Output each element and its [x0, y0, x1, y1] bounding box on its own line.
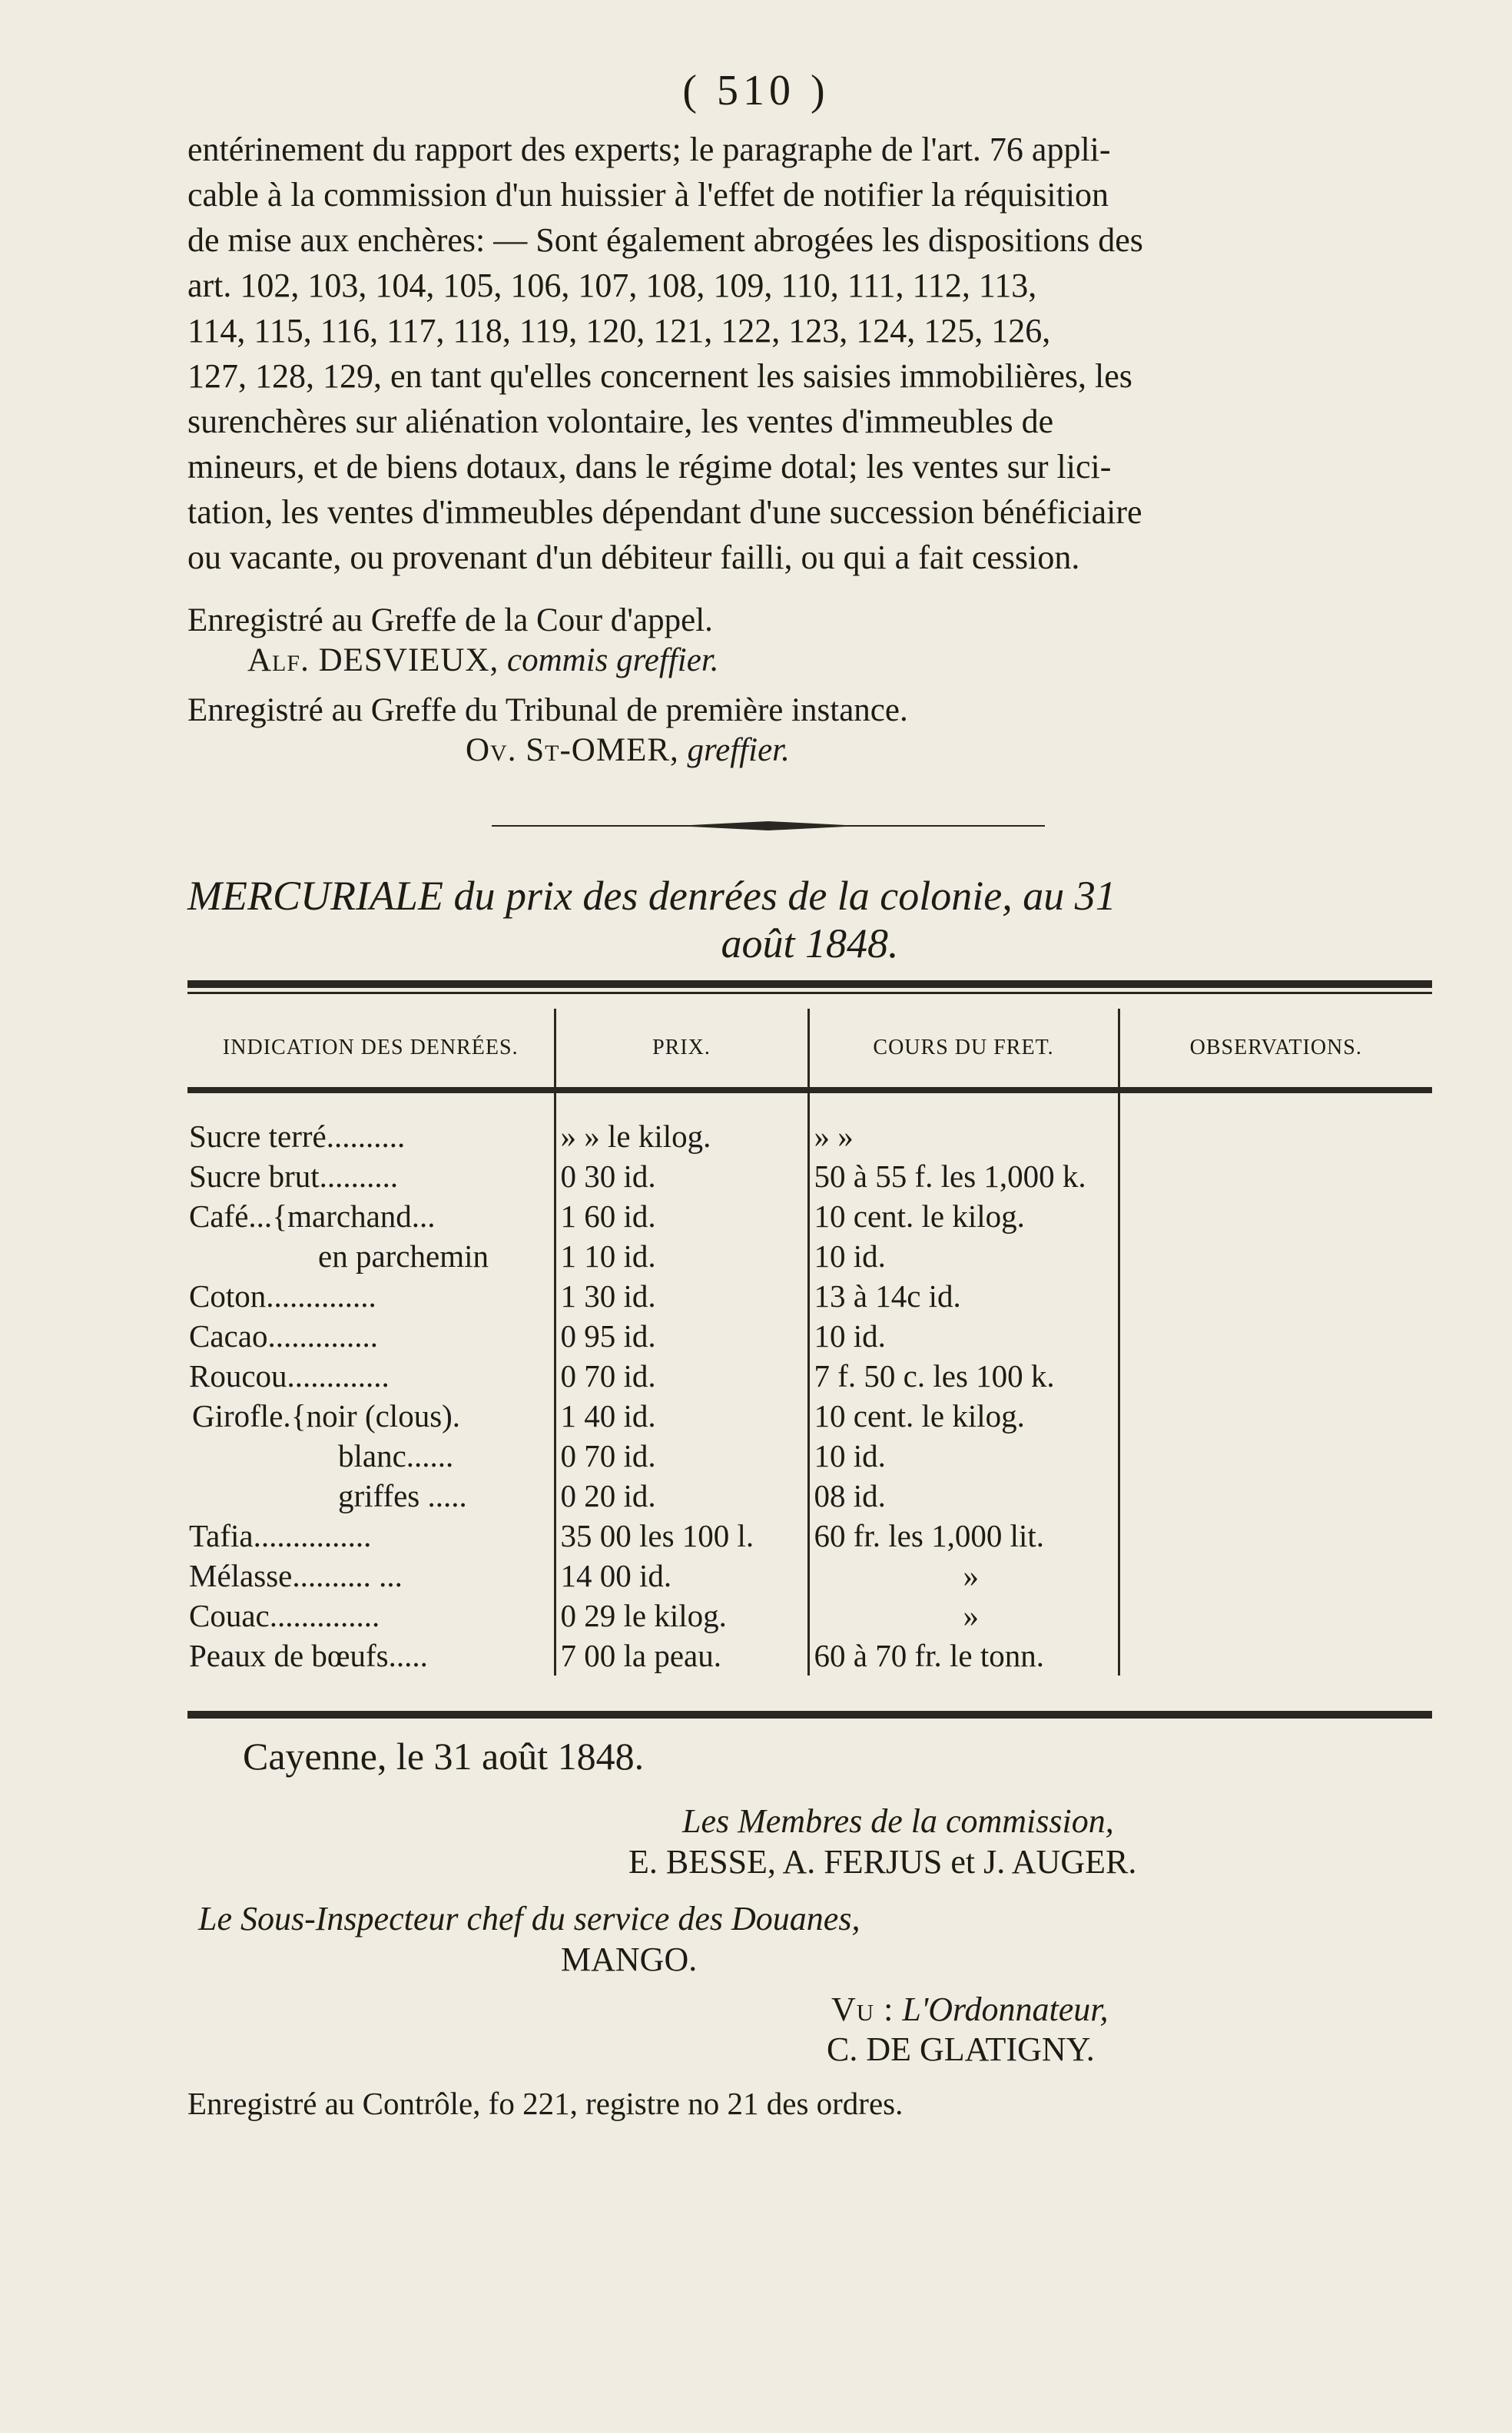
table-row: Girofle.{noir (clous). 1 40 id. 10 cent. le kilog.	[187, 1396, 1432, 1436]
table-row: Sucre brut.......... 0 30 id. 50 à 55 f. les 1,000 k.	[187, 1156, 1432, 1196]
controle-registration: Enregistré au Contrôle, fo 221, registre no 21 des ordres.	[187, 2086, 904, 2121]
registration-cour-appel: Enregistré au Greffe de la Cour d'appel.	[187, 602, 713, 638]
paragraph-line: 114, 115, 116, 117, 118, 119, 120, 121, 122, 123, 124, 125, 126,	[187, 312, 1051, 350]
table-bottom-rule	[187, 1711, 1432, 1719]
paragraph-line: cable à la commission d'un huissier à l'effet de notifier la réquisition	[187, 176, 1109, 214]
mercuriale-title	[187, 872, 1432, 967]
table-row: Café...{marchand... 1 60 id. 10 cent. le kilog.	[187, 1196, 1432, 1236]
paragraph-line: tation, les ventes d'immeubles dépendant d'une succession bénéficiaire	[187, 493, 1142, 531]
group-label: Café...	[189, 1198, 273, 1234]
douanes-label: Le Sous-Inspecteur chef du service des Douanes,	[198, 1900, 860, 1937]
vu-name: C. DE GLATIGNY.	[827, 2030, 1095, 2068]
table-top-thin-rule	[187, 992, 1432, 994]
table-top-rule	[187, 980, 1432, 988]
mercuriale-table	[187, 1009, 1432, 1676]
group-label: Girofle.	[192, 1398, 291, 1434]
table-row: Coton.............. 1 30 id. 13 à 14c id.	[187, 1276, 1432, 1316]
header-fret: COURS DU FRET.	[808, 1009, 1119, 1090]
header-prix: PRIX.	[555, 1009, 808, 1090]
table-row: griffes ..... 0 20 id. 08 id.	[187, 1476, 1432, 1516]
paragraph-line: art. 102, 103, 104, 105, 106, 107, 108, 109, 110, 111, 112, 113,	[187, 267, 1037, 304]
douanes-name: MANGO.	[561, 1941, 698, 1978]
legal-paragraph	[187, 127, 1432, 580]
table-row: en parchemin 1 10 id. 10 id.	[187, 1236, 1432, 1276]
registration-signature-2	[466, 731, 790, 770]
signatory-name: Ov. St-OMER,	[466, 732, 679, 768]
header-observations: OBSERVATIONS.	[1119, 1009, 1432, 1090]
place-date: Cayenne, le 31 août 1848.	[243, 1735, 645, 1778]
paragraph-line: 127, 128, 129, en tant qu'elles concernent les saisies immobilières, les	[187, 357, 1132, 395]
registration-signature-1	[247, 641, 719, 680]
table-row: Couac.............. 0 29 le kilog. »	[187, 1596, 1432, 1636]
table-header-row	[187, 1009, 1432, 1090]
header-denrees: INDICATION DES DENRÉES.	[187, 1009, 555, 1090]
paragraph-line: de mise aux enchères: — Sont également abrogées les dispositions des	[187, 221, 1143, 259]
registration-tribunal: Enregistré au Greffe du Tribunal de première instance.	[187, 692, 908, 728]
vu-label: Vu :	[831, 1990, 894, 2028]
table-row: blanc...... 0 70 id. 10 id.	[187, 1436, 1432, 1476]
table-row: Peaux de bœufs..... 7 00 la peau. 60 à 70 fr. le tonn.	[187, 1636, 1432, 1676]
paragraph-line: surenchères sur aliénation volontaire, les ventes d'immeubles de	[187, 403, 1054, 440]
commission-names: E. BESSE, A. FERJUS et J. AUGER.	[628, 1843, 1137, 1881]
signatory-role: commis greffier.	[507, 642, 719, 678]
table-row: Cacao.............. 0 95 id. 10 id.	[187, 1316, 1432, 1356]
table-row: Roucou............. 0 70 id. 7 f. 50 c. les 100 k.	[187, 1356, 1432, 1396]
vu-role: L'Ordonnateur,	[902, 1990, 1109, 2028]
table-row: Mélasse.......... ... 14 00 id. »	[187, 1556, 1432, 1596]
signatory-name: Alf. DESVIEUX,	[247, 642, 499, 678]
vu-line	[831, 1990, 1109, 2030]
title-line-2: août 1848.	[721, 920, 899, 966]
table-row: Sucre terré.......... » » le kilog. » »	[187, 1116, 1432, 1156]
paragraph-line: mineurs, et de biens dotaux, dans le régime dotal; les ventes sur lici-	[187, 448, 1112, 486]
commission-label: Les Membres de la commission,	[682, 1802, 1114, 1840]
paragraph-line: ou vacante, ou provenant d'un débiteur failli, ou qui a fait cession.	[187, 539, 1080, 576]
page-number: ( 510 )	[682, 67, 830, 114]
ornamental-rule	[492, 820, 1045, 831]
signatory-role: greffier.	[687, 732, 790, 768]
table-row: Tafia............... 35 00 les 100 l. 60 fr. les 1,000 lit.	[187, 1516, 1432, 1556]
paragraph-line: entérinement du rapport des experts; le paragraphe de l'art. 76 appli-	[187, 131, 1111, 168]
title-line-1: MERCURIALE du prix des denrées de la colonie, au 31	[187, 873, 1116, 919]
